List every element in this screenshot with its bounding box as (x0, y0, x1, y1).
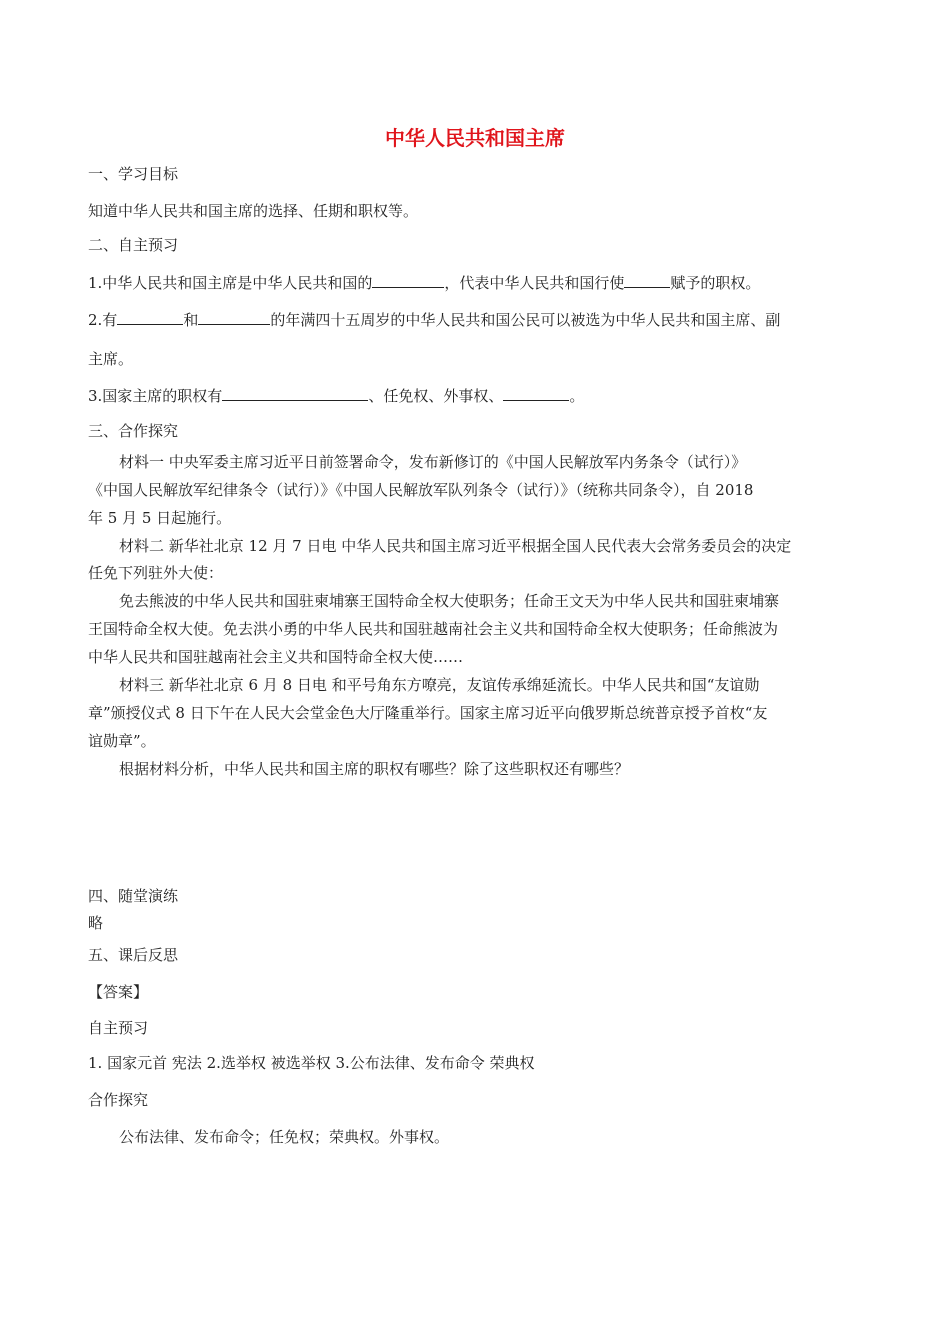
material-3-line: 谊勋章”。 (88, 732, 156, 750)
answer-heading: 【答案】 (88, 983, 149, 1001)
question-1: 1.中华人民共和国主席是中华人民共和国的 ，代表中华人民共和国行使 赋予的职权。 (88, 274, 761, 292)
question-2: 2.有 和 的年满四十五周岁的中华人民共和国公民可以被选为中华人民共和国主席、副 (88, 311, 781, 329)
material-2-line: 材料二 新华社北京 12 月 7 日电 中华人民共和国主席习近平根据全国人民代表大会常务委员会的决定 (119, 537, 792, 555)
answer-blank (198, 309, 270, 325)
answer-preview-heading: 自主预习 (88, 1019, 149, 1037)
answer-blank (372, 272, 444, 288)
material-3-line: 材料三 新华社北京 6 月 8 日电 和平号角东方嘹亮，友谊传承绵延流长。中华人民共和国“友谊勋 (119, 676, 760, 694)
material-2-line: 任免下列驻外大使： (88, 564, 224, 582)
question-3: 3.国家主席的职权有 、任免权、外事权、 。 (88, 387, 585, 405)
material-2-line: 中华人民共和国驻越南社会主义共和国特命全权大使…… (88, 648, 464, 666)
answer-explore-heading: 合作探究 (88, 1091, 149, 1109)
answer-blank (117, 309, 183, 325)
page-title: 中华人民共和国主席 (385, 126, 565, 150)
answer-blank (503, 385, 569, 401)
section-heading-explore: 三、合作探究 (88, 422, 179, 440)
question-2-cont: 主席。 (88, 350, 134, 368)
material-2-line: 免去熊波的中华人民共和国驻柬埔寨王国特命全权大使职务；任命王文天为中华人民共和国驻柬埔寨 (119, 592, 780, 610)
material-3-line: 章”颁授仪式 8 日下午在人民大会堂金色大厅隆重举行。国家主席习近平向俄罗斯总统普京授予首枚“友 (88, 704, 768, 722)
material-2-line: 王国特命全权大使。免去洪小勇的中华人民共和国驻越南社会主义共和国特命全权大使职务；任命熊波为 (88, 620, 779, 638)
material-1-line: 《中国人民解放军纪律条令（试行）》《中国人民解放军队列条令（试行）》（统称共同条令），自 2018 (88, 481, 754, 499)
material-1-line: 年 5 月 5 日起施行。 (88, 509, 232, 527)
goals-text: 知道中华人民共和国主席的选择、任期和职权等。 (88, 202, 419, 220)
material-1-line: 材料一 中央军委主席习近平日前签署命令，发布新修订的《中国人民解放军内务条令（试行）》 (119, 453, 747, 471)
section-heading-practice: 四、随堂演练 (88, 887, 179, 905)
answer-blank (624, 272, 670, 288)
answer-blank (222, 385, 368, 401)
section-heading-goals: 一、学习目标 (88, 165, 179, 183)
section-heading-reflection: 五、课后反思 (88, 946, 179, 964)
section-heading-preview: 二、自主预习 (88, 236, 179, 254)
practice-text: 略 (88, 914, 104, 932)
answer-explore-text: 公布法律、发布命令；任免权；荣典权。外事权。 (119, 1128, 450, 1146)
answer-preview-text: 1. 国家元首 宪法 2.选举权 被选举权 3.公布法律、发布命令 荣典权 (88, 1054, 535, 1072)
analysis-question: 根据材料分析，中华人民共和国主席的职权有哪些？除了这些职权还有哪些？ (119, 760, 630, 778)
